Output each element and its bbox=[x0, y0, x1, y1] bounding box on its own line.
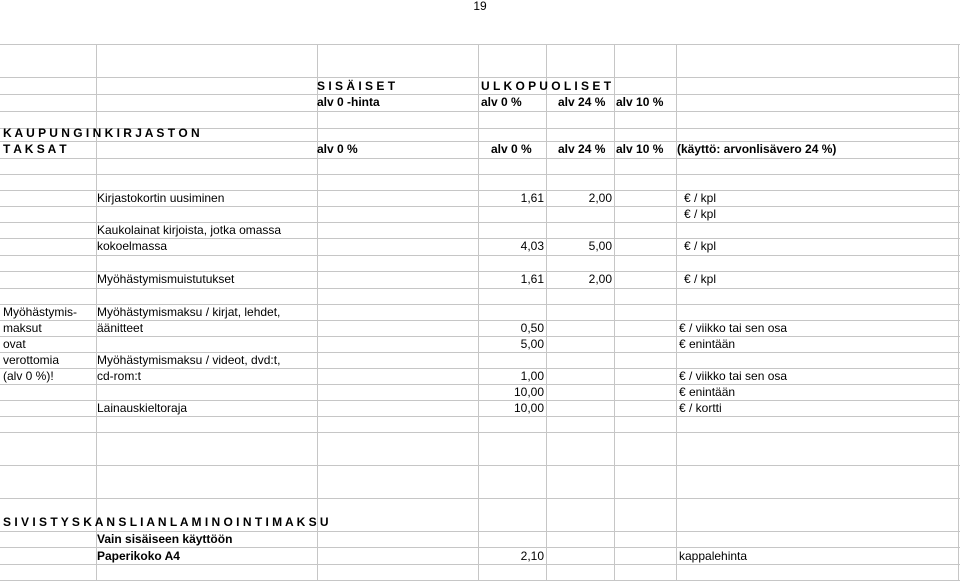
sisaiset-title: S I S Ä I S E T bbox=[317, 79, 396, 93]
grid-line bbox=[0, 44, 960, 45]
grid-line bbox=[0, 94, 960, 95]
col-alv0-a: alv 0 % bbox=[317, 142, 358, 156]
grid-line bbox=[0, 564, 960, 565]
grid-line bbox=[478, 44, 479, 580]
col-alv0-b: alv 0 % bbox=[491, 142, 532, 156]
grid-line bbox=[0, 465, 960, 466]
books-value: 0,50 bbox=[520, 321, 544, 335]
grid-line bbox=[0, 111, 960, 112]
row-value-alv0: 1,61 bbox=[520, 272, 544, 286]
grid-line bbox=[0, 416, 960, 417]
page-number: 19 bbox=[473, 0, 487, 13]
col-note: (käyttö: arvonlisävero 24 %) bbox=[677, 142, 837, 156]
books-max: 5,00 bbox=[520, 337, 544, 351]
videos-label: cd-rom:t bbox=[97, 369, 142, 383]
reminder-label: Lainauskieltoraja bbox=[97, 401, 188, 415]
taksat-title: T A K S A T bbox=[3, 142, 67, 156]
videos-label: Myöhästymismaksu / videot, dvd:t, bbox=[97, 353, 281, 367]
col-alv24: alv 24 % bbox=[558, 142, 606, 156]
grid-line bbox=[0, 158, 960, 159]
late-fee-side-label: verottomia bbox=[3, 353, 60, 367]
videos-max-unit: € enintään bbox=[679, 385, 736, 399]
grid-line bbox=[614, 44, 615, 580]
grid-line bbox=[0, 498, 960, 499]
services-value: 2,10 bbox=[520, 549, 544, 563]
kaupunginkirjasto-title: K A U P U N G I N K I R J A S T O N bbox=[3, 126, 200, 140]
ulkopuoliset-title: U L K O P U O L I S E T bbox=[481, 79, 612, 93]
row-unit: € / kpl bbox=[683, 239, 716, 253]
row-value-alv0: 1,61 bbox=[520, 191, 544, 205]
row-value-alv24: 5,00 bbox=[588, 239, 612, 253]
books-max-unit: € enintään bbox=[679, 337, 736, 351]
sub-alv0-hinta: alv 0 -hinta bbox=[317, 95, 380, 109]
late-fee-side-label: maksut bbox=[3, 321, 42, 335]
grid-line bbox=[0, 288, 960, 289]
row-unit: € / kpl bbox=[683, 191, 716, 205]
row-value-alv0: 4,03 bbox=[520, 239, 544, 253]
row-label: Myöhästymismuistutukset bbox=[97, 272, 235, 286]
row-label: kokoelmassa bbox=[97, 239, 168, 253]
reminder-value: 10,00 bbox=[513, 401, 544, 415]
sub-alv10: alv 10 % bbox=[616, 95, 664, 109]
late-fee-side-label: (alv 0 %)! bbox=[3, 369, 54, 383]
books-label: äänitteet bbox=[97, 321, 144, 335]
row-value-alv24: 2,00 bbox=[588, 191, 612, 205]
grid-line bbox=[0, 432, 960, 433]
grid-line bbox=[0, 580, 960, 581]
late-fee-side-label: ovat bbox=[3, 337, 26, 351]
row-unit: € / kpl bbox=[683, 272, 716, 286]
grid-line bbox=[546, 44, 547, 580]
sub-alv24: alv 24 % bbox=[558, 95, 606, 109]
row-value-alv24: 2,00 bbox=[588, 272, 612, 286]
grid-line bbox=[0, 255, 960, 256]
grid-line bbox=[0, 206, 960, 207]
services-internal: Vain sisäiseen käyttöön bbox=[97, 532, 233, 546]
videos-value: 1,00 bbox=[520, 369, 544, 383]
row-unit: € / kpl bbox=[683, 207, 716, 221]
grid-line bbox=[0, 174, 960, 175]
books-label: Myöhästymismaksu / kirjat, lehdet, bbox=[97, 305, 281, 319]
sub-alv0: alv 0 % bbox=[481, 95, 522, 109]
row-label: Kaukolainat kirjoista, jotka omassa bbox=[97, 223, 282, 237]
grid-line bbox=[0, 77, 960, 78]
books-unit: € / viikko tai sen osa bbox=[679, 321, 788, 335]
services-title: S I V I S T Y S K A N S L I A N L A M I N O I N T I M A K S U bbox=[3, 515, 329, 529]
services-item: Paperikoko A4 bbox=[97, 549, 180, 563]
row-label: Kirjastokortin uusiminen bbox=[97, 191, 225, 205]
videos-unit: € / viikko tai sen osa bbox=[679, 369, 788, 383]
col-alv10: alv 10 % bbox=[616, 142, 664, 156]
videos-max: 10,00 bbox=[513, 385, 544, 399]
grid-line bbox=[958, 44, 959, 580]
grid-line bbox=[317, 44, 318, 580]
grid-line bbox=[676, 44, 677, 580]
services-unit: kappalehinta bbox=[679, 549, 748, 563]
reminder-unit: € / kortti bbox=[679, 401, 722, 415]
late-fee-side-label: Myöhästymis- bbox=[3, 305, 78, 319]
